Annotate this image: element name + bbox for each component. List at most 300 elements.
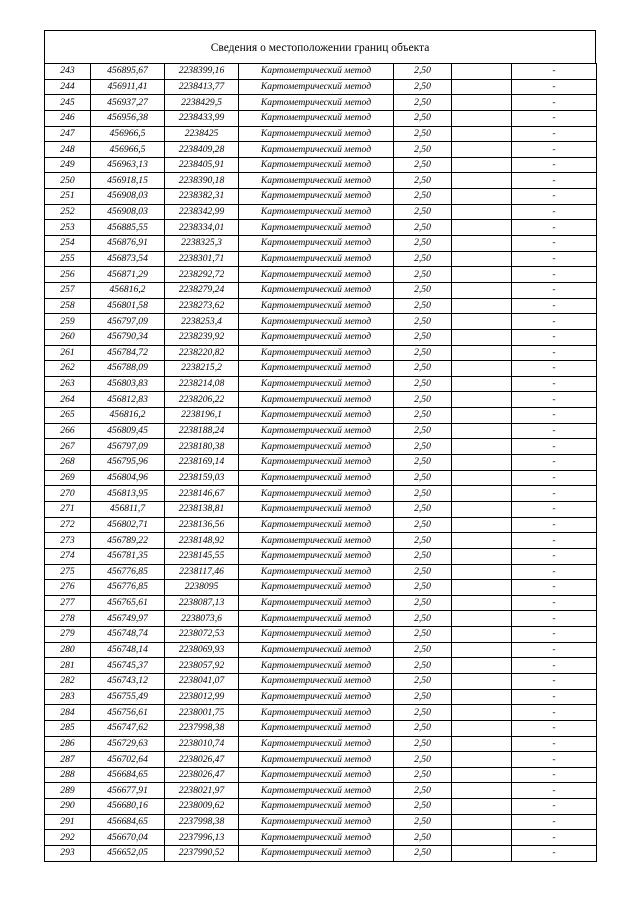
- accuracy-cell: 2,50: [394, 486, 452, 502]
- accuracy-cell: 2,50: [394, 611, 452, 627]
- y-coordinate-cell: 2238429,5: [165, 95, 239, 111]
- method-cell: Картометрический метод: [239, 157, 394, 173]
- accuracy-cell: 2,50: [394, 361, 452, 377]
- method-cell: Картометрический метод: [239, 611, 394, 627]
- point-number-cell: 278: [45, 611, 91, 627]
- method-cell: Картометрический метод: [239, 298, 394, 314]
- x-coordinate-cell: 456911,41: [91, 79, 165, 95]
- description-cell: -: [512, 705, 597, 721]
- accuracy-cell: 2,50: [394, 830, 452, 846]
- table-title: Сведения о местоположении границ объекта: [44, 30, 596, 63]
- point-number-cell: 286: [45, 736, 91, 752]
- table-row: [45, 517, 597, 533]
- empty-cell: [452, 361, 512, 377]
- table-row: [45, 439, 597, 455]
- table-row: [45, 173, 597, 189]
- description-cell: -: [512, 658, 597, 674]
- accuracy-cell: 2,50: [394, 298, 452, 314]
- method-cell: Картометрический метод: [239, 282, 394, 298]
- y-coordinate-cell: 2238041,07: [165, 673, 239, 689]
- empty-cell: [452, 267, 512, 283]
- method-cell: Картометрический метод: [239, 548, 394, 564]
- y-coordinate-cell: 2238206,22: [165, 392, 239, 408]
- x-coordinate-cell: 456804,96: [91, 470, 165, 486]
- method-cell: Картометрический метод: [239, 814, 394, 830]
- x-coordinate-cell: 456670,04: [91, 830, 165, 846]
- method-cell: Картометрический метод: [239, 470, 394, 486]
- method-cell: Картометрический метод: [239, 846, 394, 862]
- method-cell: Картометрический метод: [239, 251, 394, 267]
- point-number-cell: 257: [45, 282, 91, 298]
- accuracy-cell: 2,50: [394, 470, 452, 486]
- description-cell: -: [512, 361, 597, 377]
- table-row: [45, 423, 597, 439]
- description-cell: -: [512, 110, 597, 126]
- x-coordinate-cell: 456677,91: [91, 783, 165, 799]
- y-coordinate-cell: 2238117,46: [165, 564, 239, 580]
- method-cell: Картометрический метод: [239, 392, 394, 408]
- method-cell: Картометрический метод: [239, 720, 394, 736]
- x-coordinate-cell: 456871,29: [91, 267, 165, 283]
- table-row: [45, 236, 597, 252]
- x-coordinate-cell: 456680,16: [91, 799, 165, 815]
- accuracy-cell: 2,50: [394, 595, 452, 611]
- y-coordinate-cell: 2238215,2: [165, 361, 239, 377]
- point-number-cell: 287: [45, 752, 91, 768]
- empty-cell: [452, 689, 512, 705]
- y-coordinate-cell: 2238239,92: [165, 329, 239, 345]
- accuracy-cell: 2,50: [394, 267, 452, 283]
- empty-cell: [452, 79, 512, 95]
- method-cell: Картометрический метод: [239, 64, 394, 80]
- y-coordinate-cell: 2238069,93: [165, 642, 239, 658]
- point-number-cell: 246: [45, 110, 91, 126]
- y-coordinate-cell: 2238026,47: [165, 767, 239, 783]
- y-coordinate-cell: 2238021,97: [165, 783, 239, 799]
- accuracy-cell: 2,50: [394, 64, 452, 80]
- empty-cell: [452, 345, 512, 361]
- description-cell: -: [512, 79, 597, 95]
- point-number-cell: 258: [45, 298, 91, 314]
- method-cell: Картометрический метод: [239, 189, 394, 205]
- accuracy-cell: 2,50: [394, 846, 452, 862]
- empty-cell: [452, 705, 512, 721]
- y-coordinate-cell: 2237998,38: [165, 720, 239, 736]
- empty-cell: [452, 189, 512, 205]
- description-cell: -: [512, 736, 597, 752]
- accuracy-cell: 2,50: [394, 345, 452, 361]
- y-coordinate-cell: 2238009,62: [165, 799, 239, 815]
- table-row: [45, 392, 597, 408]
- accuracy-cell: 2,50: [394, 720, 452, 736]
- description-cell: -: [512, 673, 597, 689]
- point-number-cell: 283: [45, 689, 91, 705]
- table-row: [45, 455, 597, 471]
- x-coordinate-cell: 456776,85: [91, 580, 165, 596]
- table-row: [45, 783, 597, 799]
- description-cell: -: [512, 814, 597, 830]
- point-number-cell: 262: [45, 361, 91, 377]
- description-cell: -: [512, 486, 597, 502]
- empty-cell: [452, 142, 512, 158]
- empty-cell: [452, 752, 512, 768]
- accuracy-cell: 2,50: [394, 126, 452, 142]
- description-cell: -: [512, 157, 597, 173]
- accuracy-cell: 2,50: [394, 392, 452, 408]
- point-number-cell: 291: [45, 814, 91, 830]
- point-number-cell: 260: [45, 329, 91, 345]
- accuracy-cell: 2,50: [394, 204, 452, 220]
- accuracy-cell: 2,50: [394, 251, 452, 267]
- table-row: [45, 752, 597, 768]
- x-coordinate-cell: 456788,09: [91, 361, 165, 377]
- table-row: [45, 220, 597, 236]
- point-number-cell: 276: [45, 580, 91, 596]
- x-coordinate-cell: 456966,5: [91, 126, 165, 142]
- point-number-cell: 274: [45, 548, 91, 564]
- x-coordinate-cell: 456809,45: [91, 423, 165, 439]
- empty-cell: [452, 767, 512, 783]
- y-coordinate-cell: 2238095: [165, 580, 239, 596]
- description-cell: -: [512, 455, 597, 471]
- empty-cell: [452, 783, 512, 799]
- table-row: [45, 673, 597, 689]
- empty-cell: [452, 126, 512, 142]
- method-cell: Картометрический метод: [239, 95, 394, 111]
- method-cell: Картометрический метод: [239, 110, 394, 126]
- empty-cell: [452, 157, 512, 173]
- table-row: [45, 79, 597, 95]
- empty-cell: [452, 95, 512, 111]
- table-row: [45, 110, 597, 126]
- y-coordinate-cell: 2238390,18: [165, 173, 239, 189]
- y-coordinate-cell: 2238334,01: [165, 220, 239, 236]
- empty-cell: [452, 392, 512, 408]
- accuracy-cell: 2,50: [394, 517, 452, 533]
- y-coordinate-cell: 2238409,28: [165, 142, 239, 158]
- description-cell: -: [512, 220, 597, 236]
- description-cell: -: [512, 126, 597, 142]
- empty-cell: [452, 595, 512, 611]
- point-number-cell: 252: [45, 204, 91, 220]
- point-number-cell: 267: [45, 439, 91, 455]
- description-cell: -: [512, 501, 597, 517]
- empty-cell: [452, 564, 512, 580]
- y-coordinate-cell: 2238253,4: [165, 314, 239, 330]
- x-coordinate-cell: 456876,91: [91, 236, 165, 252]
- description-cell: -: [512, 752, 597, 768]
- method-cell: Картометрический метод: [239, 486, 394, 502]
- accuracy-cell: 2,50: [394, 658, 452, 674]
- accuracy-cell: 2,50: [394, 627, 452, 643]
- y-coordinate-cell: 2238073,6: [165, 611, 239, 627]
- accuracy-cell: 2,50: [394, 548, 452, 564]
- table-row: [45, 642, 597, 658]
- x-coordinate-cell: 456652,05: [91, 846, 165, 862]
- empty-cell: [452, 376, 512, 392]
- point-number-cell: 265: [45, 408, 91, 424]
- y-coordinate-cell: 2238148,92: [165, 533, 239, 549]
- point-number-cell: 256: [45, 267, 91, 283]
- description-cell: -: [512, 533, 597, 549]
- table-row: [45, 533, 597, 549]
- table-row: [45, 267, 597, 283]
- empty-cell: [452, 298, 512, 314]
- table-row: [45, 64, 597, 80]
- x-coordinate-cell: 456684,65: [91, 814, 165, 830]
- empty-cell: [452, 455, 512, 471]
- accuracy-cell: 2,50: [394, 439, 452, 455]
- x-coordinate-cell: 456885,55: [91, 220, 165, 236]
- description-cell: -: [512, 392, 597, 408]
- x-coordinate-cell: 456749,97: [91, 611, 165, 627]
- x-coordinate-cell: 456781,35: [91, 548, 165, 564]
- table-row: [45, 345, 597, 361]
- method-cell: Картометрический метод: [239, 689, 394, 705]
- method-cell: Картометрический метод: [239, 783, 394, 799]
- method-cell: Картометрический метод: [239, 736, 394, 752]
- y-coordinate-cell: 2238180,38: [165, 439, 239, 455]
- accuracy-cell: 2,50: [394, 329, 452, 345]
- accuracy-cell: 2,50: [394, 705, 452, 721]
- point-number-cell: 268: [45, 455, 91, 471]
- description-cell: -: [512, 517, 597, 533]
- x-coordinate-cell: 456956,38: [91, 110, 165, 126]
- empty-cell: [452, 236, 512, 252]
- x-coordinate-cell: 456748,74: [91, 627, 165, 643]
- method-cell: Картометрический метод: [239, 799, 394, 815]
- method-cell: Картометрический метод: [239, 314, 394, 330]
- method-cell: Картометрический метод: [239, 423, 394, 439]
- description-cell: -: [512, 564, 597, 580]
- empty-cell: [452, 830, 512, 846]
- table-row: [45, 282, 597, 298]
- accuracy-cell: 2,50: [394, 689, 452, 705]
- description-cell: -: [512, 314, 597, 330]
- point-number-cell: 282: [45, 673, 91, 689]
- table-row: [45, 767, 597, 783]
- y-coordinate-cell: 2238072,53: [165, 627, 239, 643]
- point-number-cell: 272: [45, 517, 91, 533]
- empty-cell: [452, 627, 512, 643]
- description-cell: -: [512, 439, 597, 455]
- method-cell: Картометрический метод: [239, 439, 394, 455]
- accuracy-cell: 2,50: [394, 455, 452, 471]
- method-cell: Картометрический метод: [239, 642, 394, 658]
- empty-cell: [452, 64, 512, 80]
- point-number-cell: 271: [45, 501, 91, 517]
- method-cell: Картометрический метод: [239, 595, 394, 611]
- table-row: [45, 627, 597, 643]
- accuracy-cell: 2,50: [394, 423, 452, 439]
- point-number-cell: 264: [45, 392, 91, 408]
- description-cell: -: [512, 329, 597, 345]
- x-coordinate-cell: 456963,13: [91, 157, 165, 173]
- y-coordinate-cell: 2237990,52: [165, 846, 239, 862]
- point-number-cell: 269: [45, 470, 91, 486]
- y-coordinate-cell: 2238220,82: [165, 345, 239, 361]
- accuracy-cell: 2,50: [394, 767, 452, 783]
- x-coordinate-cell: 456684,65: [91, 767, 165, 783]
- y-coordinate-cell: 2238214,08: [165, 376, 239, 392]
- empty-cell: [452, 658, 512, 674]
- empty-cell: [452, 517, 512, 533]
- y-coordinate-cell: 2238001,75: [165, 705, 239, 721]
- point-number-cell: 275: [45, 564, 91, 580]
- table-row: [45, 314, 597, 330]
- table-row: [45, 736, 597, 752]
- method-cell: Картометрический метод: [239, 830, 394, 846]
- method-cell: Картометрический метод: [239, 752, 394, 768]
- point-number-cell: 266: [45, 423, 91, 439]
- accuracy-cell: 2,50: [394, 157, 452, 173]
- x-coordinate-cell: 456765,61: [91, 595, 165, 611]
- table-row: [45, 361, 597, 377]
- table-row: [45, 470, 597, 486]
- y-coordinate-cell: 2238382,31: [165, 189, 239, 205]
- x-coordinate-cell: 456813,95: [91, 486, 165, 502]
- method-cell: Картометрический метод: [239, 220, 394, 236]
- empty-cell: [452, 439, 512, 455]
- accuracy-cell: 2,50: [394, 110, 452, 126]
- point-number-cell: 245: [45, 95, 91, 111]
- table-row: [45, 611, 597, 627]
- accuracy-cell: 2,50: [394, 314, 452, 330]
- y-coordinate-cell: 2237998,38: [165, 814, 239, 830]
- method-cell: Картометрический метод: [239, 767, 394, 783]
- y-coordinate-cell: 2238145,55: [165, 548, 239, 564]
- description-cell: -: [512, 595, 597, 611]
- x-coordinate-cell: 456784,72: [91, 345, 165, 361]
- table-row: [45, 251, 597, 267]
- description-cell: -: [512, 846, 597, 862]
- y-coordinate-cell: 2238012,99: [165, 689, 239, 705]
- x-coordinate-cell: 456743,12: [91, 673, 165, 689]
- point-number-cell: 289: [45, 783, 91, 799]
- accuracy-cell: 2,50: [394, 236, 452, 252]
- method-cell: Картометрический метод: [239, 501, 394, 517]
- method-cell: Картометрический метод: [239, 533, 394, 549]
- table-row: [45, 830, 597, 846]
- description-cell: -: [512, 580, 597, 596]
- table-row: [45, 814, 597, 830]
- accuracy-cell: 2,50: [394, 783, 452, 799]
- x-coordinate-cell: 456816,2: [91, 408, 165, 424]
- table-row: [45, 501, 597, 517]
- table-row: [45, 329, 597, 345]
- description-cell: -: [512, 236, 597, 252]
- point-number-cell: 280: [45, 642, 91, 658]
- x-coordinate-cell: 456797,09: [91, 314, 165, 330]
- empty-cell: [452, 408, 512, 424]
- point-number-cell: 273: [45, 533, 91, 549]
- description-cell: -: [512, 548, 597, 564]
- description-cell: -: [512, 799, 597, 815]
- description-cell: -: [512, 627, 597, 643]
- description-cell: -: [512, 95, 597, 111]
- table-row: [45, 705, 597, 721]
- y-coordinate-cell: 2237996,13: [165, 830, 239, 846]
- point-number-cell: 244: [45, 79, 91, 95]
- empty-cell: [452, 548, 512, 564]
- point-number-cell: 251: [45, 189, 91, 205]
- y-coordinate-cell: 2238188,24: [165, 423, 239, 439]
- description-cell: -: [512, 767, 597, 783]
- accuracy-cell: 2,50: [394, 736, 452, 752]
- description-cell: -: [512, 720, 597, 736]
- method-cell: Картометрический метод: [239, 517, 394, 533]
- description-cell: -: [512, 423, 597, 439]
- description-cell: -: [512, 783, 597, 799]
- table-row: [45, 157, 597, 173]
- description-cell: -: [512, 611, 597, 627]
- accuracy-cell: 2,50: [394, 408, 452, 424]
- y-coordinate-cell: 2238279,24: [165, 282, 239, 298]
- coordinates-table: [44, 63, 597, 862]
- x-coordinate-cell: 456918,15: [91, 173, 165, 189]
- x-coordinate-cell: 456801,58: [91, 298, 165, 314]
- accuracy-cell: 2,50: [394, 799, 452, 815]
- boundary-sheet: [44, 30, 596, 862]
- point-number-cell: 243: [45, 64, 91, 80]
- accuracy-cell: 2,50: [394, 79, 452, 95]
- x-coordinate-cell: 456811,7: [91, 501, 165, 517]
- method-cell: Картометрический метод: [239, 455, 394, 471]
- point-number-cell: 290: [45, 799, 91, 815]
- method-cell: Картометрический метод: [239, 564, 394, 580]
- description-cell: -: [512, 142, 597, 158]
- empty-cell: [452, 846, 512, 862]
- empty-cell: [452, 501, 512, 517]
- y-coordinate-cell: 2238433,99: [165, 110, 239, 126]
- table-row: [45, 689, 597, 705]
- method-cell: Картометрический метод: [239, 142, 394, 158]
- description-cell: -: [512, 204, 597, 220]
- empty-cell: [452, 720, 512, 736]
- empty-cell: [452, 470, 512, 486]
- description-cell: -: [512, 282, 597, 298]
- x-coordinate-cell: 456873,54: [91, 251, 165, 267]
- description-cell: -: [512, 642, 597, 658]
- table-row: [45, 204, 597, 220]
- method-cell: Картометрический метод: [239, 267, 394, 283]
- point-number-cell: 253: [45, 220, 91, 236]
- table-row: [45, 189, 597, 205]
- table-row: [45, 376, 597, 392]
- method-cell: Картометрический метод: [239, 236, 394, 252]
- x-coordinate-cell: 456789,22: [91, 533, 165, 549]
- point-number-cell: 277: [45, 595, 91, 611]
- x-coordinate-cell: 456745,37: [91, 658, 165, 674]
- description-cell: -: [512, 470, 597, 486]
- empty-cell: [452, 282, 512, 298]
- empty-cell: [452, 486, 512, 502]
- x-coordinate-cell: 456937,27: [91, 95, 165, 111]
- empty-cell: [452, 110, 512, 126]
- x-coordinate-cell: 456908,03: [91, 189, 165, 205]
- point-number-cell: 281: [45, 658, 91, 674]
- method-cell: Картометрический метод: [239, 79, 394, 95]
- accuracy-cell: 2,50: [394, 189, 452, 205]
- accuracy-cell: 2,50: [394, 673, 452, 689]
- table-row: [45, 95, 597, 111]
- empty-cell: [452, 673, 512, 689]
- point-number-cell: 284: [45, 705, 91, 721]
- empty-cell: [452, 580, 512, 596]
- point-number-cell: 270: [45, 486, 91, 502]
- method-cell: Картометрический метод: [239, 204, 394, 220]
- empty-cell: [452, 423, 512, 439]
